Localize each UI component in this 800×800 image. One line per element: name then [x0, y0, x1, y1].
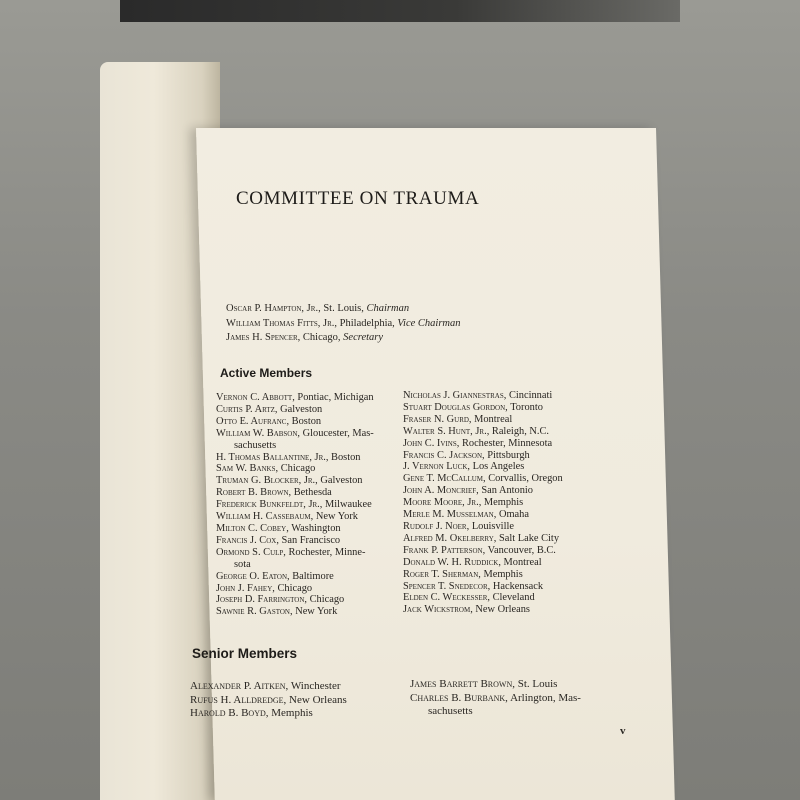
- officer-entry: William Thomas Fitts, Jr., Philadelphia, Vice Chairman: [226, 317, 461, 329]
- member-entry: Joseph D. Farrington, Chicago: [216, 594, 345, 606]
- member-name: Rudolf J. Noer: [403, 520, 467, 532]
- active-members-right-column: [403, 390, 563, 616]
- member-name: Frank P. Patterson: [403, 544, 483, 556]
- member-location: sachusetts: [234, 439, 277, 451]
- active-members-heading: Active Members: [220, 366, 313, 380]
- member-location: Cincinnati: [508, 390, 553, 401]
- officers-list: [226, 302, 461, 346]
- member-name: John A. Moncrief: [403, 485, 477, 497]
- member-entry: Stuart Douglas Gordon, Toronto: [403, 401, 543, 413]
- member-name: Frederick Bunkfeldt, Jr.: [216, 499, 320, 511]
- member-entry: Elden C. Weckesser, Cleveland: [403, 592, 535, 604]
- member-location: Chicago: [280, 463, 316, 475]
- member-location: Milwaukee: [324, 499, 372, 511]
- member-entry: Donald W. H. Ruddick, Montreal: [403, 556, 542, 568]
- member-entry: Merle M. Musselman, Omaha: [403, 509, 529, 521]
- member-location: sachusetts: [428, 705, 473, 717]
- member-entry: Harold B. Boyd, Memphis: [190, 707, 313, 719]
- senior-members-left-column: [190, 680, 347, 721]
- member-location: Omaha: [498, 509, 529, 521]
- member-name: Walter S. Hunt, Jr.: [403, 425, 487, 437]
- senior-members-heading: Senior Members: [192, 646, 298, 661]
- member-name: Otto E. Aufranc: [216, 415, 287, 427]
- member-name: Truman G. Blocker, Jr.: [216, 475, 316, 487]
- member-entry: Francis J. Cox, San Francisco: [216, 534, 341, 546]
- member-location: Louisville: [471, 520, 514, 532]
- member-name: William W. Babson: [216, 427, 298, 439]
- member-location: Rochester, Minne-: [288, 546, 366, 558]
- member-name: Spencer T. Snedecor: [403, 580, 488, 592]
- member-name: William H. Cassebaum: [216, 511, 311, 523]
- member-location: Gloucester, Mas-: [302, 427, 374, 439]
- member-name: Charles B. Burbank: [410, 691, 506, 704]
- member-name: Harold B. Boyd: [190, 707, 266, 719]
- member-location: Raleigh, N.C.: [491, 425, 550, 437]
- member-name: Sawnie R. Gaston: [216, 606, 290, 618]
- member-name: George O. Eaton: [216, 570, 288, 582]
- member-entry: George O. Eaton, Baltimore: [216, 570, 334, 582]
- member-location: San Francisco: [281, 534, 341, 546]
- member-entry: Alexander P. Aitken, Winchester: [190, 680, 341, 692]
- member-location: Corvallis, Oregon: [488, 473, 563, 485]
- member-entry: Rufus H. Alldredge, New Orleans: [190, 693, 347, 706]
- member-entry: Curtis P. Artz, Galveston: [216, 403, 323, 415]
- member-location: Montreal: [474, 413, 513, 425]
- member-location: New York: [315, 511, 359, 523]
- member-entry: John A. Moncrief, San Antonio: [403, 485, 533, 497]
- member-location: Memphis: [483, 497, 524, 509]
- member-entry: Charles B. Burbank, Arlington, Mas-: [410, 691, 581, 704]
- member-location: Cleveland: [492, 592, 535, 604]
- member-entry: Gene T. McCallum, Corvallis, Oregon: [403, 473, 563, 485]
- member-location: Salt Lake City: [498, 532, 560, 544]
- member-entry: Frederick Bunkfeldt, Jr., Milwaukee: [216, 499, 372, 511]
- member-entry: Walter S. Hunt, Jr., Raleigh, N.C.: [403, 425, 550, 437]
- member-name: John C. Ivins: [403, 437, 457, 449]
- member-location: Toronto: [510, 401, 543, 413]
- member-location: Baltimore: [292, 570, 334, 582]
- member-entry: Truman G. Blocker, Jr., Galveston: [216, 475, 363, 487]
- member-name: Sam W. Banks: [216, 463, 276, 475]
- member-entry: Rudolf J. Noer, Louisville: [403, 520, 514, 532]
- member-entry: Nicholas J. Giannestras, Cincinnati: [403, 390, 553, 401]
- member-name: Moore Moore, Jr.: [403, 497, 479, 509]
- member-name: Milton C. Cobey: [216, 522, 287, 534]
- member-entry: Milton C. Cobey, Washington: [216, 522, 341, 534]
- background-object: [120, 0, 680, 22]
- member-entry: Robert B. Brown, Bethesda: [216, 487, 332, 499]
- member-location: Pontiac, Michigan: [297, 392, 374, 403]
- member-location: St. Louis: [517, 678, 558, 690]
- page-number: v: [620, 725, 626, 737]
- member-location: Memphis: [271, 707, 313, 719]
- member-entry: Vernon C. Abbott, Pontiac, Michigan: [216, 392, 374, 403]
- member-entry: William W. Babson, Gloucester, Mas-: [216, 427, 374, 439]
- member-entry: [216, 440, 374, 452]
- member-entry: Francis C. Jackson, Pittsburgh: [403, 449, 530, 461]
- member-entry: John C. Ivins, Rochester, Minnesota: [403, 437, 553, 449]
- member-name: Curtis P. Artz: [216, 403, 275, 415]
- member-entry: William H. Cassebaum, New York: [216, 511, 359, 523]
- member-name: James Barrett Brown: [410, 678, 513, 690]
- active-members-left-column: [216, 392, 374, 618]
- member-entry: [410, 705, 581, 719]
- member-location: San Antonio: [481, 485, 533, 497]
- member-location: Vancouver, B.C.: [487, 544, 556, 556]
- senior-members-right-column: [410, 678, 581, 719]
- member-location: Bethesda: [293, 487, 332, 499]
- officer-entry: Oscar P. Hampton, Jr., St. Louis, Chairman: [226, 303, 410, 314]
- member-entry: Ormond S. Culp, Rochester, Minne-: [216, 546, 366, 558]
- member-name: Alfred M. Okelberry: [403, 532, 494, 544]
- member-name: Elden C. Weckesser: [403, 592, 488, 604]
- member-location: sota: [234, 558, 251, 570]
- member-entry: Sam W. Banks, Chicago: [216, 463, 316, 475]
- member-location: Arlington, Mas-: [510, 691, 581, 704]
- member-entry: Frank P. Patterson, Vancouver, B.C.: [403, 544, 556, 556]
- member-name: Vernon C. Abbott: [216, 392, 293, 403]
- member-location: New York: [295, 606, 338, 618]
- member-location: New Orleans: [289, 693, 347, 706]
- member-entry: Fraser N. Gurd, Montreal: [403, 413, 513, 425]
- member-name: Stuart Douglas Gordon: [403, 401, 506, 413]
- member-location: Montreal: [503, 556, 542, 568]
- member-entry: Roger T. Sherman, Memphis: [403, 568, 523, 580]
- member-location: Boston: [331, 451, 361, 463]
- member-entry: Alfred M. Okelberry, Salt Lake City: [403, 532, 560, 544]
- book-page: [190, 128, 675, 800]
- member-name: Rufus H. Alldredge: [190, 693, 284, 706]
- member-entry: H. Thomas Ballantine, Jr., Boston: [216, 451, 361, 463]
- member-name: Alexander P. Aitken: [190, 680, 286, 692]
- member-name: Jack Wickstrom: [403, 604, 471, 616]
- member-location: Hackensack: [492, 580, 544, 592]
- member-entry: John J. Fahey, Chicago: [216, 582, 313, 594]
- officer-entry: James H. Spencer, Chicago, Secretary: [226, 332, 384, 343]
- member-location: Rochester, Minnesota: [461, 437, 553, 449]
- member-location: Boston: [291, 415, 322, 427]
- member-name: Joseph D. Farrington: [216, 594, 305, 606]
- member-location: Winchester: [290, 680, 341, 692]
- member-entry: Spencer T. Snedecor, Hackensack: [403, 580, 544, 592]
- member-location: Galveston: [280, 403, 323, 415]
- member-name: Fraser N. Gurd: [403, 413, 469, 425]
- member-name: John J. Fahey: [216, 582, 273, 594]
- member-entry: Sawnie R. Gaston, New York: [216, 606, 338, 618]
- member-location: Chicago: [277, 582, 313, 594]
- member-location: Washington: [291, 522, 341, 534]
- member-location: New Orleans: [475, 604, 530, 616]
- member-location: Los Angeles: [472, 461, 525, 473]
- member-name: J. Vernon Luck: [403, 461, 468, 473]
- member-location: Pittsburgh: [487, 449, 530, 461]
- member-name: Donald W. H. Ruddick: [403, 556, 499, 568]
- member-entry: Jack Wickstrom, New Orleans: [403, 604, 530, 616]
- page-title: COMMITTEE ON TRAUMA: [236, 188, 480, 209]
- member-name: Francis C. Jackson: [403, 449, 483, 461]
- member-name: Robert B. Brown: [216, 487, 289, 499]
- member-entry: Otto E. Aufranc, Boston: [216, 415, 322, 427]
- member-location: Chicago: [309, 594, 345, 606]
- member-name: Gene T. McCallum: [403, 473, 484, 485]
- member-location: Memphis: [483, 568, 523, 580]
- member-entry: J. Vernon Luck, Los Angeles: [403, 461, 525, 473]
- member-name: Francis J. Cox: [216, 534, 277, 546]
- member-name: H. Thomas Ballantine, Jr.: [216, 451, 326, 463]
- member-entry: James Barrett Brown, St. Louis: [410, 678, 558, 690]
- member-name: Merle M. Musselman: [403, 509, 494, 521]
- member-entry: [216, 559, 374, 571]
- member-location: Galveston: [320, 475, 363, 487]
- member-name: Ormond S. Culp: [216, 546, 284, 558]
- member-name: Roger T. Sherman: [403, 568, 479, 580]
- member-name: Nicholas J. Giannestras: [403, 390, 504, 401]
- member-entry: Moore Moore, Jr., Memphis: [403, 497, 524, 509]
